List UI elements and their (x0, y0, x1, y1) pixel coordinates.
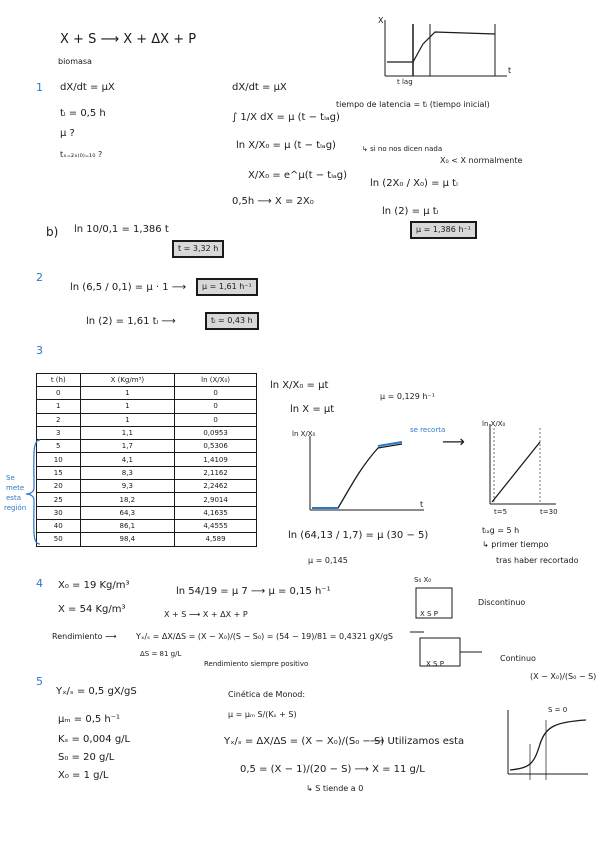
table-cell: 0 (175, 413, 257, 426)
table-row (37, 519, 257, 532)
growth-curve-top (375, 14, 515, 86)
reactor-top-label: S₀ X₀ (414, 576, 432, 584)
p5-param-1: μₘ = 0,5 h⁻¹ (58, 714, 121, 725)
table-cell: 3 (37, 426, 81, 439)
table-cell: 4,4555 (175, 519, 257, 532)
p2-answer2: tₗ = 0,43 h (205, 312, 259, 330)
table-cell: 20 (37, 480, 81, 493)
problem-number-5: 5 (36, 675, 43, 688)
p3-eq1: ln X/X₀ = μt (270, 380, 329, 391)
p4-discont: Discontinuo (478, 598, 526, 607)
graph-right-axis1: t=5 (494, 508, 508, 516)
table-cell: 4,589 (175, 533, 257, 546)
reaction-equation: X + S ⟶ X + ΔX + P (60, 32, 197, 47)
p1-left-2: tₗ = 0,5 h (60, 108, 106, 119)
table-cell: 4,1 (80, 453, 175, 466)
graph-y-label: ln X/X₀ (292, 430, 316, 438)
p1-right-3: ln X/X₀ = μ (t − tₗₐg) (236, 140, 336, 151)
table-header: t (h) (37, 374, 81, 387)
top-graph-y-label: X (378, 16, 384, 25)
table-row (37, 480, 257, 493)
p4-eq2: X + S ⟶ X + ΔX + P (164, 610, 248, 619)
table-cell: 98,4 (80, 533, 175, 546)
p5-s-tiende: ↳ S tiende a 0 (306, 784, 364, 793)
graph-right-axis2: t=30 (540, 508, 558, 516)
p3-eq3: ln (64,13 / 1,7) = μ (30 − 5) (288, 530, 429, 541)
table-cell: 0 (175, 400, 257, 413)
p5-param-3: S₀ = 20 g/L (58, 752, 115, 763)
p1-right-2: ∫ 1/X dX = μ (t − tₗₐg) (232, 112, 340, 123)
table-row (37, 426, 257, 439)
problem-number-4: 4 (36, 577, 43, 590)
p1-answer-mu: μ = 1,386 h⁻¹ (410, 221, 477, 239)
p5-utilizamos: ⟶ Utilizamos esta (370, 736, 465, 747)
p5-param-4: X₀ = 1 g/L (58, 770, 109, 781)
table-cell: 2,9014 (175, 493, 257, 506)
table-cell: 86,1 (80, 519, 175, 532)
table-cell: 1 (80, 413, 175, 426)
p4-ds: ΔS = 81 g/L (140, 650, 182, 658)
p3-eq2: ln X = μt (290, 404, 335, 415)
p1-note-x0b: X₀ < X normalmente (440, 156, 523, 165)
table-cell: 15 (37, 466, 81, 479)
p2-answer1: μ = 1,61 h⁻¹ (196, 278, 258, 296)
p1-note-lag: tiempo de latencia = tₗ (tiempo inicial) (336, 100, 490, 109)
graph-right-y-label: ln X/X₀ (482, 420, 506, 428)
table-cell: 25 (37, 493, 81, 506)
table-cell: 2,2462 (175, 480, 257, 493)
table-header: ln (X/X₀) (175, 374, 257, 387)
table-row (37, 506, 257, 519)
ln-graph-left (290, 428, 430, 520)
table-cell: 30 (37, 506, 81, 519)
top-graph-annotation: t lag (397, 78, 413, 86)
table-cell: 18,2 (80, 493, 175, 506)
table-row (37, 466, 257, 479)
p2-eq2: ln (2) = 1,61 tₗ ⟶ (86, 316, 176, 327)
reactor-xsp-1: X S P (420, 610, 438, 618)
bottom-graph-label: S = 0 (548, 706, 568, 714)
reactor-xsp-2: X S P (426, 660, 444, 668)
table-cell: 10 (37, 453, 81, 466)
table-cell: 50 (37, 533, 81, 546)
top-graph-x-label: t (508, 66, 512, 75)
problem-number-2: 2 (36, 271, 43, 284)
p1-right-5: 0,5h ⟶ X = 2X₀ (232, 196, 314, 207)
arrow-right: ⟶ (442, 432, 465, 451)
graph-x-label: t (420, 500, 424, 509)
table-row (37, 453, 257, 466)
side-note-3: esta (6, 494, 21, 502)
problem-number-3: 3 (36, 344, 43, 357)
table-row (37, 387, 257, 400)
table-header: X (Kg/m³) (80, 374, 175, 387)
p4-eq1: ln 54/19 = μ 7 ⟶ μ = 0,15 h⁻¹ (176, 586, 331, 597)
table-cell: 0,5306 (175, 440, 257, 453)
p4-cont-formula: (X − X₀)/(S₀ − S) (530, 672, 597, 681)
p3-mu: μ = 0,129 h⁻¹ (380, 392, 435, 401)
p1-left-4: tₓ₌₂ₓ₍₀₎₌₁₀ ? (60, 150, 103, 159)
data-table (36, 373, 257, 547)
table-cell: 8,3 (80, 466, 175, 479)
p1-note-x0: ↳ si no nos dicen nada (362, 145, 443, 153)
table-cell: 1,4109 (175, 453, 257, 466)
p1-right-1: dX/dt = μX (232, 82, 287, 93)
p4-x0: X₀ = 19 Kg/m³ (58, 580, 130, 591)
p5-yxs: Yₓ/ₛ = 0,5 gX/gS (56, 686, 137, 697)
p4-x: X = 54 Kg/m³ (58, 604, 126, 615)
table-row (37, 400, 257, 413)
p4-rendimiento: Rendimiento ⟶ (52, 632, 117, 641)
p3-lag-note1: ↳ primer tiempo (482, 540, 549, 549)
table-cell: 1,7 (80, 440, 175, 453)
table-cell: 4,1635 (175, 506, 257, 519)
table-row (37, 533, 257, 546)
p5-solve: 0,5 = (X − 1)/(20 − S) ⟶ X = 11 g/L (240, 764, 425, 775)
p1-right-4: X/X₀ = e^μ(t − tₗₐg) (248, 170, 348, 181)
p4-note: Rendimiento siempre positivo (204, 660, 309, 668)
ln-graph-right (480, 418, 560, 518)
p1-eq-ln2: ln (2) = μ tₗ (382, 206, 439, 217)
side-note-4: región (4, 504, 27, 512)
table-row (37, 493, 257, 506)
graph-note: se recorta (410, 426, 446, 434)
table-cell: 1 (80, 387, 175, 400)
table-header-row (37, 374, 257, 387)
side-note-2: mete (6, 484, 25, 492)
p3-lag: tₗₐg = 5 h (482, 526, 520, 535)
table-row (37, 413, 257, 426)
p5-param-2: Kₛ = 0,004 g/L (58, 734, 131, 745)
table-cell: 2 (37, 413, 81, 426)
p3-mu2: μ = 0,145 (308, 556, 348, 565)
p4-cont: Continuo (500, 654, 536, 663)
table-row (37, 440, 257, 453)
p3-lag-note2: tras haber recortado (496, 556, 579, 565)
p5-yxs-eq: Yₓ/ₛ = ΔX/ΔS = (X − X₀)/(S₀ − S) (224, 736, 385, 747)
pb-answer: t = 3,32 h (172, 240, 224, 258)
table-cell: 40 (37, 519, 81, 532)
table-cell: 2,1162 (175, 466, 257, 479)
p1-left-1: dX/dt = μX (60, 82, 115, 93)
table-cell: 1 (37, 400, 81, 413)
table-cell: 1 (80, 400, 175, 413)
p1-left-3: μ ? (60, 128, 75, 139)
growth-curve-bottom (500, 704, 592, 784)
p1-eq-ln2x0: ln (2X₀ / X₀) = μ tₗ (370, 178, 458, 189)
region-brace (14, 438, 44, 548)
table-cell: 0,0953 (175, 426, 257, 439)
table-cell: 0 (37, 387, 81, 400)
p5-monod-title: Cinética de Monod: (228, 690, 306, 699)
table-cell: 0 (175, 387, 257, 400)
pb-eq: ln 10/0,1 = 1,386 t (74, 224, 169, 235)
side-note-1: Se (6, 474, 15, 482)
pb-label: b) (46, 225, 59, 239)
table-body (37, 387, 257, 547)
p5-monod: μ = μₘ S/(Kₛ + S) (228, 710, 297, 719)
table-cell: 1,1 (80, 426, 175, 439)
biomass-label: biomasa (58, 57, 92, 66)
p4-yxs: Yₓ/ₛ = ΔX/ΔS = (X − X₀)/(S − S₀) = (54 − 19)/81 = 0,4321 gX/gS (136, 632, 393, 641)
table-cell: 9,3 (80, 480, 175, 493)
table-cell: 64,3 (80, 506, 175, 519)
problem-number-1: 1 (36, 81, 43, 94)
reactor-diagram (410, 572, 490, 682)
table-cell: 5 (37, 440, 81, 453)
p2-eq1: ln (6,5 / 0,1) = μ · 1 ⟶ (70, 282, 187, 293)
